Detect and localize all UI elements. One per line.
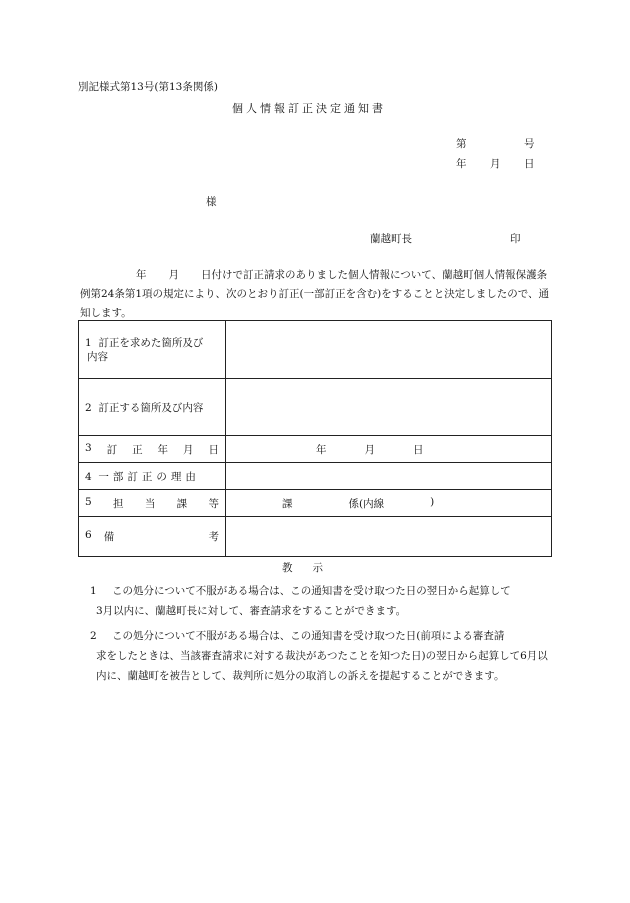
date-year: 年 [316, 443, 327, 456]
notice-text-cont: 求をしたときは、当該審査請求に対する裁決があつたことを知つた日)の翌日から起算して6月以内に、蘭越町を被告として、裁判所に処分の取消しの訴えを提起することができます。 [96, 650, 548, 682]
notice-heading: 教示 [282, 562, 343, 574]
date-day: 日 [413, 443, 424, 456]
section-label: 課 [282, 497, 293, 510]
row-label: 訂正を求めた箇所及び [98, 336, 204, 349]
date-month: 月 [364, 443, 375, 456]
body-year: 年 [136, 269, 147, 281]
extension-close: ) [430, 495, 435, 508]
row-number: 5 [85, 495, 92, 508]
table-row [79, 490, 552, 517]
issuer-name: 蘭越町長 [370, 233, 412, 245]
row-label-char: 考 [208, 531, 219, 543]
row-label-cont: 内容 [87, 350, 108, 363]
row-label-char: 備 [103, 531, 115, 543]
row-label-department [79, 490, 226, 517]
row-label-char: 年 [157, 443, 169, 456]
table-row [79, 436, 552, 463]
notice-item-2 [88, 626, 550, 686]
row-label-correction-date [79, 436, 226, 463]
document-title: 個人情報訂正決定通知書 [232, 102, 386, 115]
table-row [79, 517, 552, 557]
row-number: 3 [85, 441, 92, 454]
row-number: 2 [85, 401, 92, 414]
row-label-char: 日 [208, 443, 219, 456]
row-value-remarks[interactable] [226, 517, 552, 557]
doc-number-suffix: 号 [524, 138, 535, 150]
seal-mark: 印 [510, 233, 521, 245]
row-value-partial-reason[interactable] [226, 463, 552, 490]
row-label: 一部訂正の理由 [98, 470, 200, 483]
row-label-requested-location [79, 321, 226, 379]
row-value-correction-date[interactable] [226, 436, 552, 463]
row-number: 1 [85, 336, 92, 349]
row-value-department[interactable] [226, 490, 552, 517]
table-row [79, 321, 552, 379]
body-text: 日付けで訂正請求のありました個人情報について、蘭越町個人情報保護条例第24条第1項の規定により、次のとおり訂正(一部訂正を含む)をすることと決定しましたので、通知します。 [80, 269, 550, 319]
row-label-char: 訂 [106, 443, 118, 456]
doc-number-prefix: 第 [456, 138, 467, 150]
table-row [79, 463, 552, 490]
table-row [79, 379, 552, 436]
notice-number: 1 [90, 585, 97, 597]
body-paragraph [80, 266, 556, 323]
staff-extension-label: 係(内線 [348, 497, 385, 510]
correction-table [78, 320, 552, 557]
notice-item-1 [88, 581, 550, 621]
addressee-suffix: 様 [206, 196, 217, 208]
row-label-char: 当 [144, 497, 156, 510]
row-label-char: 等 [208, 497, 219, 510]
row-label-char: 課 [176, 497, 188, 510]
date-year-label: 年 [456, 158, 467, 170]
row-number: 4 [85, 470, 92, 483]
row-label-char: 担 [113, 497, 124, 510]
date-day-label: 日 [524, 158, 535, 170]
body-month: 月 [168, 269, 179, 281]
row-label-char: 正 [132, 443, 143, 456]
row-label-remarks [79, 517, 226, 557]
row-number: 6 [85, 529, 92, 541]
row-value-corrected-location[interactable] [226, 379, 552, 436]
row-label-partial-reason [79, 463, 226, 490]
date-month-label: 月 [490, 158, 501, 170]
notice-text: この処分について不服がある場合は、この通知書を受け取つた日の翌日から起算して [112, 585, 511, 597]
notice-text-cont: 3月以内に、蘭越町長に対して、審査請求をすることができます。 [96, 605, 407, 617]
row-label-corrected-location [79, 379, 226, 436]
row-label-char: 月 [183, 443, 194, 456]
row-value-requested-location[interactable] [226, 321, 552, 379]
notice-number: 2 [90, 630, 97, 642]
row-label: 訂正する箇所及び内容 [98, 401, 204, 414]
notice-text: この処分について不服がある場合は、この通知書を受け取つた日(前項による審査請 [112, 630, 505, 642]
form-number: 別記様式第13号(第13条関係) [78, 81, 218, 93]
